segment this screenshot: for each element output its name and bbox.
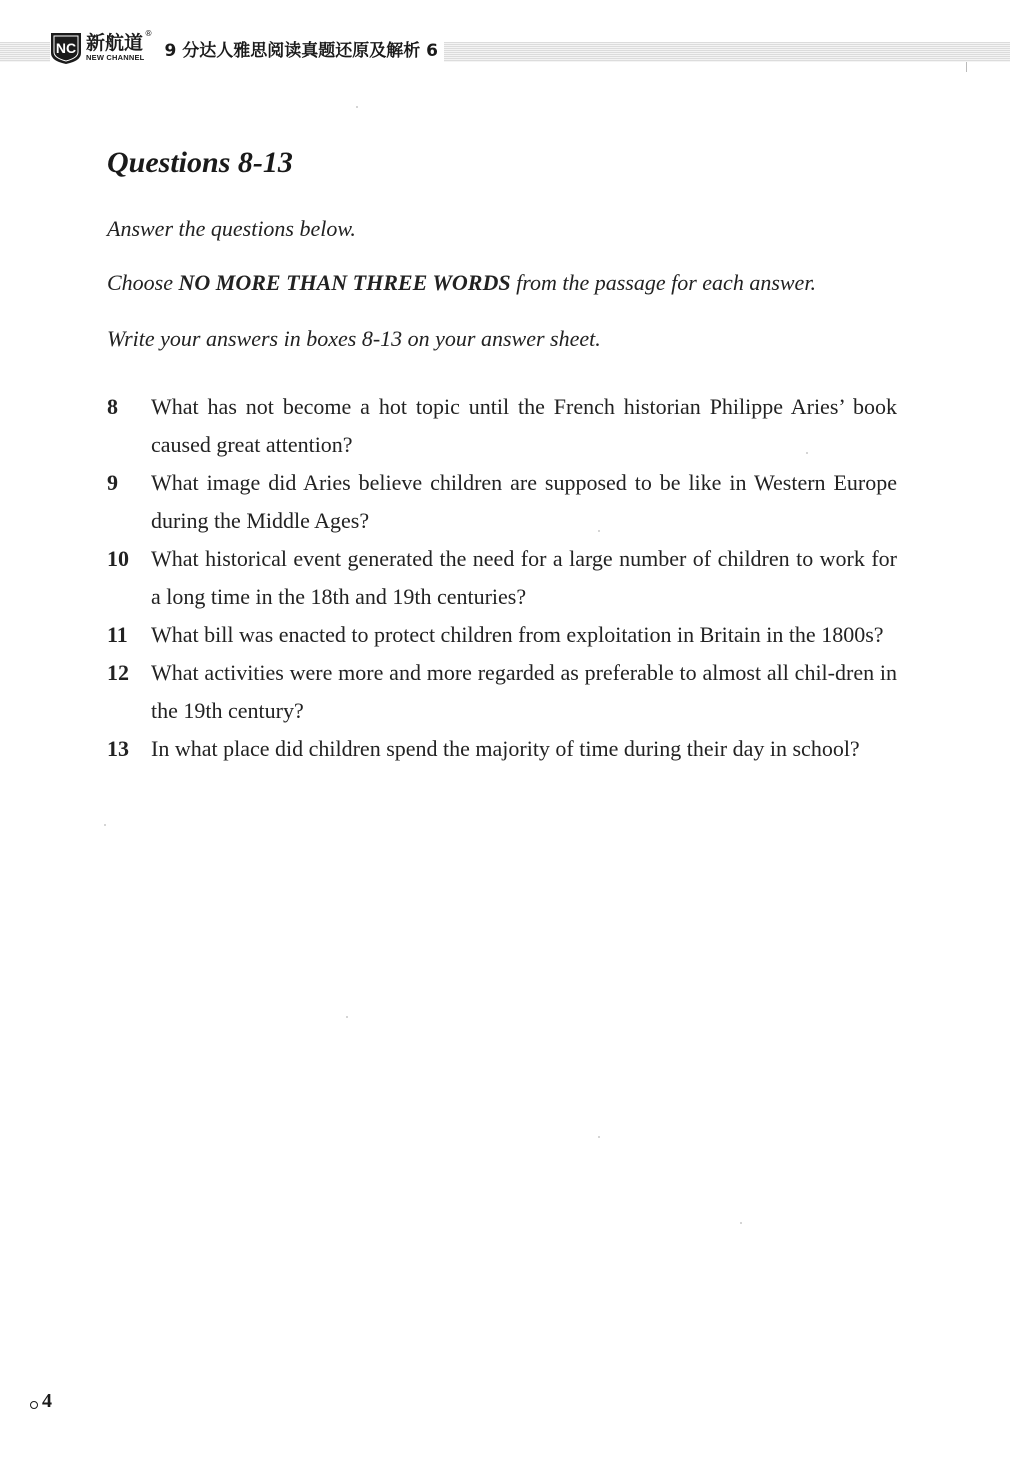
question-text: What historical event generated the need for a large number of children to work for a long time in the 18th and 19th centuries? <box>151 546 897 609</box>
instruction-answer-sheet: Write your answers in boxes 8-13 on your answer sheet. <box>107 326 601 351</box>
registered-mark: ® <box>144 29 153 39</box>
book-title: 9 分达人雅思阅读真题还原及解析 6 <box>164 36 438 61</box>
question-item <box>107 730 897 768</box>
question-item <box>107 540 897 616</box>
section-title: Questions 8-13 <box>107 146 293 179</box>
question-number: 9 <box>107 470 118 495</box>
question-item <box>107 464 897 540</box>
question-list <box>107 388 897 768</box>
scan-speck <box>346 1016 348 1018</box>
question-number: 13 <box>107 736 129 761</box>
new-channel-logo-icon <box>50 31 82 65</box>
scan-speck <box>598 530 600 532</box>
question-text: What activities were more and more regarded as preferable to almost all chil-dren in the 19th century? <box>151 660 897 723</box>
question-number: 10 <box>107 546 129 571</box>
scan-speck <box>104 824 106 826</box>
page-header <box>50 30 444 66</box>
logo-english-name: NEW CHANNEL <box>86 53 145 63</box>
instruction-word-limit-emphasis: NO MORE THAN THREE WORDS <box>178 270 511 295</box>
question-item <box>107 616 897 654</box>
scan-speck <box>598 1136 600 1138</box>
question-number: 12 <box>107 660 129 685</box>
page-bullet-icon <box>30 1401 38 1409</box>
question-item <box>107 388 897 464</box>
instruction-word-limit <box>107 270 816 296</box>
logo-wordmark <box>86 29 153 63</box>
logo-badge-text: NC <box>55 40 77 56</box>
instruction-word-limit-suffix: from the passage for each answer. <box>510 270 816 295</box>
instruction-answer: Answer the questions below. <box>107 216 356 241</box>
scan-speck <box>356 106 358 108</box>
question-text: In what place did children spend the majority of time during their day in school? <box>151 736 860 761</box>
question-text: What bill was enacted to protect children from exploitation in Britain in the 1800s? <box>151 622 884 647</box>
page-number-text: 4 <box>42 1390 52 1412</box>
header-tick-mark <box>966 62 967 72</box>
page-number <box>30 1390 52 1413</box>
scan-speck <box>740 1222 742 1224</box>
question-text: What image did Aries believe children are supposed to be like in Western Europe during the Middle Ages? <box>151 470 897 533</box>
question-item <box>107 654 897 730</box>
question-number: 11 <box>107 622 128 647</box>
logo-chinese-name <box>86 29 153 55</box>
scan-speck <box>806 452 808 454</box>
question-text: What has not become a hot topic until the French historian Philippe Aries’ book caused great attention? <box>151 394 897 457</box>
logo-chinese-text: 新航道 <box>86 32 144 55</box>
instruction-word-limit-prefix: Choose <box>107 270 179 295</box>
question-number: 8 <box>107 394 118 419</box>
